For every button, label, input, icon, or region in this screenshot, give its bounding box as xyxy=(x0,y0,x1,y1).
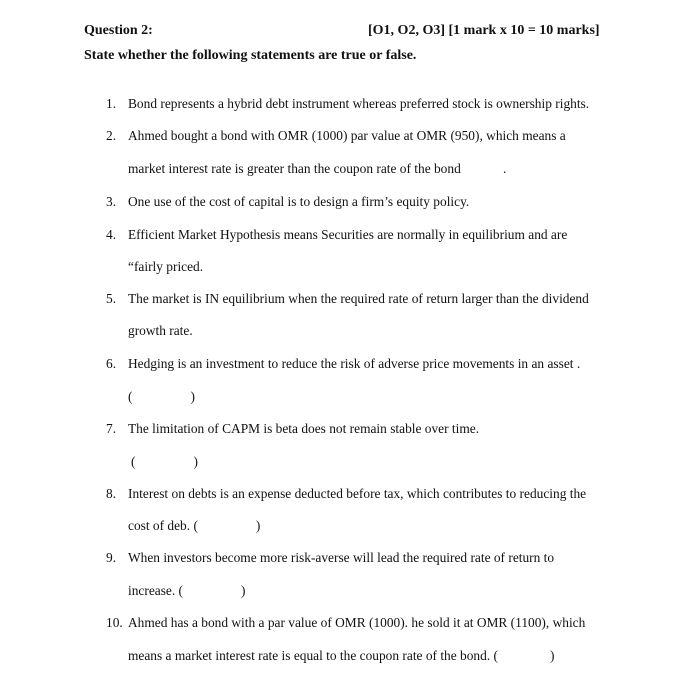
close-paren: ) xyxy=(193,454,198,469)
question-marks: [O1, O2, O3] [1 mark x 10 = 10 marks] xyxy=(368,23,600,38)
item-text: The market is IN equilibrium when the required rate of return larger than the dividend xyxy=(128,291,589,306)
item-number: 3. xyxy=(106,194,117,209)
item-number: 7. xyxy=(106,421,117,436)
item-number: 8. xyxy=(106,486,117,501)
close-paren: ) xyxy=(549,648,555,663)
item-text: Bond represents a hybrid debt instrument whereas preferred stock is ownership rights. xyxy=(128,96,590,111)
answer-bracket xyxy=(131,454,198,470)
item-number: 2. xyxy=(106,128,117,143)
item-text: Ahmed bought a bond with OMR (1000) par value at OMR (950), which means a xyxy=(128,128,566,143)
item-text: When investors become more risk-averse will lead the required rate of return to xyxy=(128,550,555,565)
answer-line xyxy=(128,583,245,599)
answer-line xyxy=(128,518,260,534)
item-number: 10. xyxy=(106,615,123,630)
item-text: Interest on debts is an expense deducted before tax, which contributes to reducing the xyxy=(128,486,587,501)
item-text: “fairly priced. xyxy=(128,259,204,274)
item-text: market interest rate is greater than the coupon rate of the bond xyxy=(128,161,461,176)
item-number: 1. xyxy=(106,96,117,111)
item-text: increase. ( xyxy=(128,583,184,598)
item-text: means a market interest rate is equal to the coupon rate of the bond. ( xyxy=(128,648,498,663)
question-title: Question 2: xyxy=(84,23,153,38)
close-paren: ) xyxy=(241,583,246,598)
item-text: Ahmed has a bond with a par value of OMR (1000). he sold it at OMR (1100), which xyxy=(128,615,586,630)
item-text: growth rate. xyxy=(128,323,193,338)
answer-line xyxy=(128,648,554,664)
item-text: Efficient Market Hypothesis means Securities are normally in equilibrium and are xyxy=(128,227,568,242)
stray-dot: . xyxy=(503,161,507,176)
open-paren: ( xyxy=(128,389,133,404)
item-number: 6. xyxy=(106,356,117,371)
item-text: One use of the cost of capital is to design a firm’s equity policy. xyxy=(128,194,470,209)
open-paren: ( xyxy=(131,454,136,469)
item-text: Hedging is an investment to reduce the risk of adverse price movements in an asset . xyxy=(128,356,581,371)
answer-bracket xyxy=(128,389,195,405)
item-number: 4. xyxy=(106,227,117,242)
question-instruction: State whether the following statements are true or false. xyxy=(84,48,417,63)
close-paren: ) xyxy=(190,389,195,404)
close-paren: ) xyxy=(255,518,261,533)
item-text: The limitation of CAPM is beta does not remain stable over time. xyxy=(128,421,480,436)
item-number: 5. xyxy=(106,291,117,306)
item-text: cost of deb. ( xyxy=(128,518,198,533)
item-number: 9. xyxy=(106,550,117,565)
